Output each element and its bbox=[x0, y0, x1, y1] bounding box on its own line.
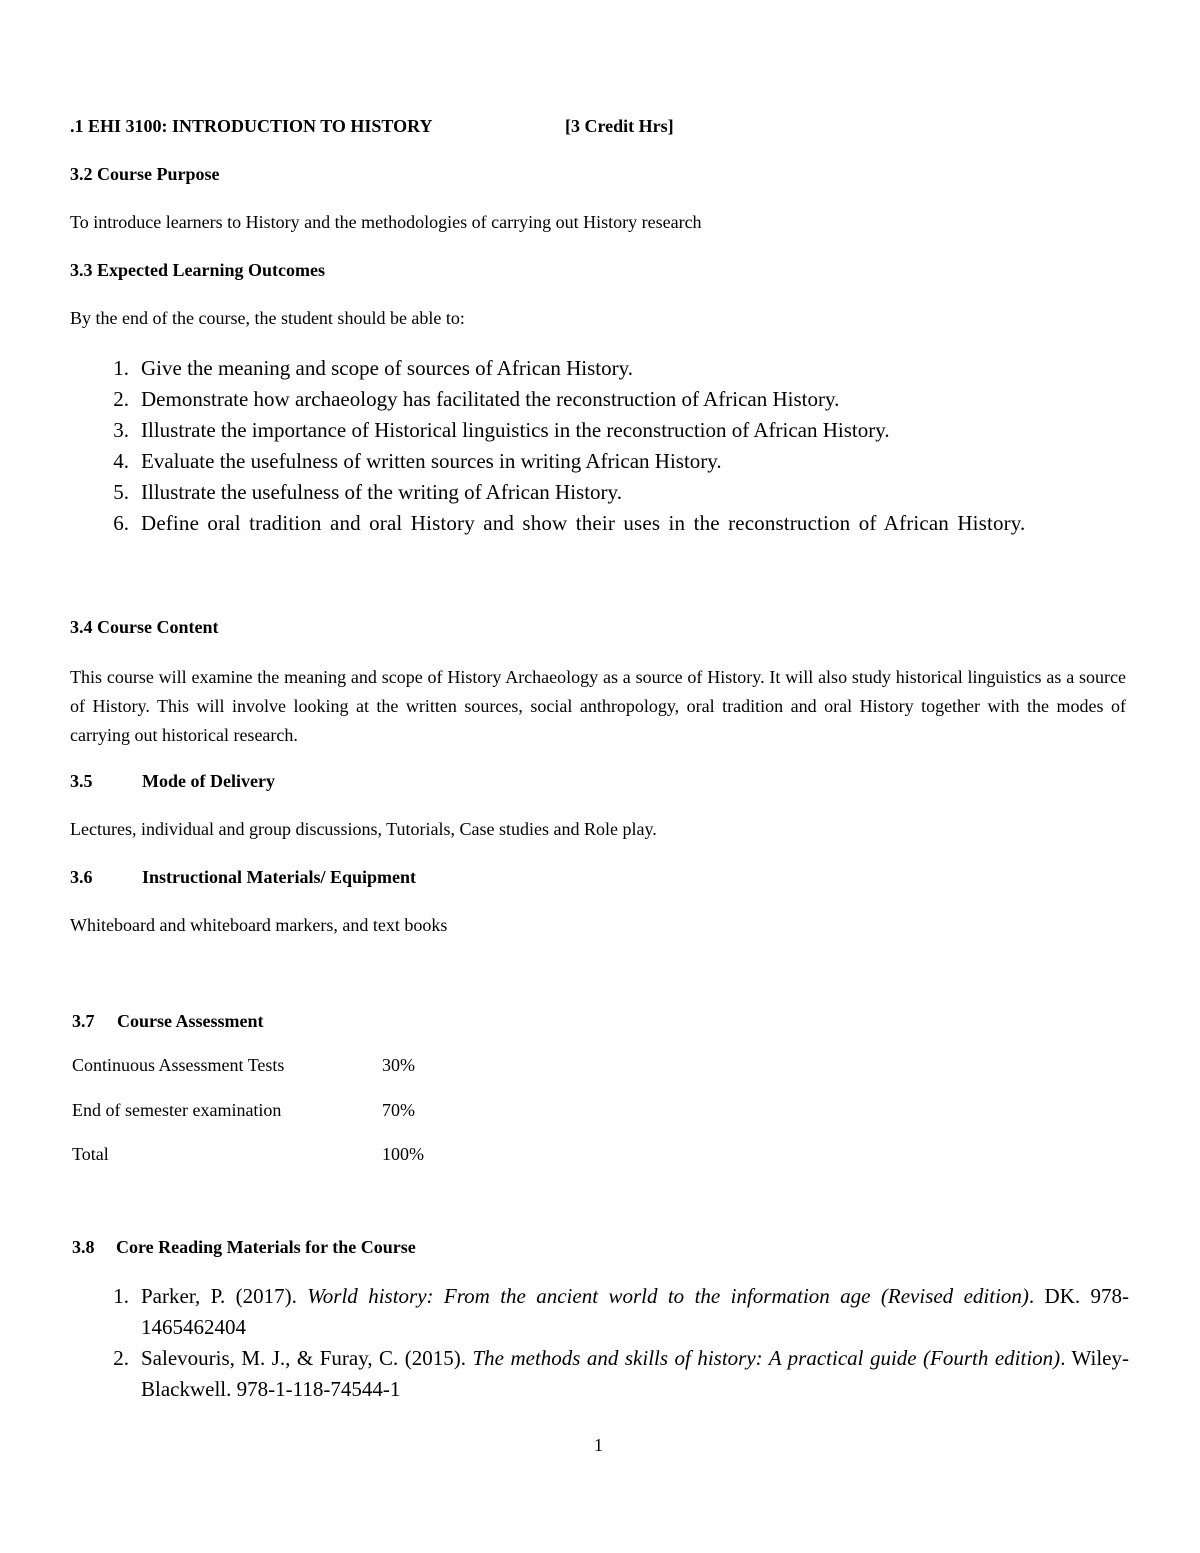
assessment-heading: Course Assessment bbox=[117, 1011, 264, 1031]
reference-title: The methods and skills of history: A practical guide (Fourth edition) bbox=[472, 1346, 1061, 1370]
assessment-value: 30% bbox=[382, 1055, 415, 1075]
reference-text bbox=[141, 1281, 1129, 1343]
materials-number: 3.6 bbox=[70, 867, 93, 887]
credit-hours: [3 Credit Hrs] bbox=[565, 116, 674, 136]
reference-item bbox=[105, 1343, 1129, 1405]
list-number: 4. bbox=[113, 449, 129, 473]
materials-heading: Instructional Materials/ Equipment bbox=[142, 867, 417, 887]
reference-text bbox=[141, 1343, 1129, 1405]
assessment-value: 100% bbox=[382, 1144, 424, 1164]
materials-text: Whiteboard and whiteboard markers, and text books bbox=[70, 915, 448, 935]
delivery-heading: Mode of Delivery bbox=[142, 771, 275, 791]
reference-title: World history: From the ancient world to the information age (Revised edition) bbox=[307, 1284, 1029, 1308]
readings-heading: Core Reading Materials for the Course bbox=[116, 1237, 416, 1257]
course-title: .1 EHI 3100: INTRODUCTION TO HISTORY bbox=[70, 116, 433, 136]
list-number: 5. bbox=[113, 480, 129, 504]
list-number: 3. bbox=[113, 418, 129, 442]
list-text: Illustrate the importance of Historical linguistics in the reconstruction of African History. bbox=[141, 418, 890, 442]
reference-authors: Parker, P. (2017). bbox=[141, 1284, 308, 1308]
purpose-heading: 3.2 Course Purpose bbox=[70, 164, 220, 184]
list-number: 1. bbox=[113, 1284, 129, 1308]
list-text: Demonstrate how archaeology has facilitated the reconstruction of African History. bbox=[141, 387, 840, 411]
reference-item bbox=[105, 1281, 1129, 1343]
readings-number: 3.8 bbox=[72, 1237, 95, 1257]
list-text: Give the meaning and scope of sources of African History. bbox=[141, 356, 633, 380]
delivery-number: 3.5 bbox=[70, 771, 93, 791]
list-number: 2. bbox=[113, 387, 129, 411]
assessment-label: Continuous Assessment Tests bbox=[72, 1055, 285, 1075]
list-number: 1. bbox=[113, 356, 129, 380]
assessment-value: 70% bbox=[382, 1100, 415, 1120]
delivery-text: Lectures, individual and group discussions, Tutorials, Case studies and Role play. bbox=[70, 819, 657, 839]
content-heading: 3.4 Course Content bbox=[70, 617, 219, 637]
outcomes-heading: 3.3 Expected Learning Outcomes bbox=[70, 260, 325, 280]
outcomes-intro: By the end of the course, the student should be able to: bbox=[70, 308, 465, 328]
list-number: 2. bbox=[113, 1346, 129, 1370]
list-text: Illustrate the usefulness of the writing of African History. bbox=[141, 480, 622, 504]
list-number: 6. bbox=[113, 511, 129, 535]
assessment-label: End of semester examination bbox=[72, 1100, 282, 1120]
list-text: Evaluate the usefulness of written sources in writing African History. bbox=[141, 449, 722, 473]
assessment-number: 3.7 bbox=[72, 1011, 95, 1031]
assessment-label: Total bbox=[72, 1144, 109, 1164]
list-text: Define oral tradition and oral History and show their uses in the reconstruction of African History. bbox=[141, 511, 1026, 535]
reference-authors: Salevouris, M. J., & Furay, C. (2015). bbox=[141, 1346, 473, 1370]
page-number: 1 bbox=[594, 1435, 603, 1455]
reference-publisher: . DK. 978-1465462404 bbox=[141, 1284, 1129, 1339]
content-text: This course will examine the meaning and scope of History Archaeology as a source of History. It will also study historical linguistics as a source of History. This will involve looking at the written sources, social anthropology, oral tradition and oral History together with the modes of carrying out historical research. bbox=[70, 667, 1126, 745]
purpose-text: To introduce learners to History and the methodologies of carrying out History research bbox=[70, 212, 702, 232]
reference-publisher: . Wiley-Blackwell. 978-1-118-74544-1 bbox=[141, 1346, 1129, 1401]
